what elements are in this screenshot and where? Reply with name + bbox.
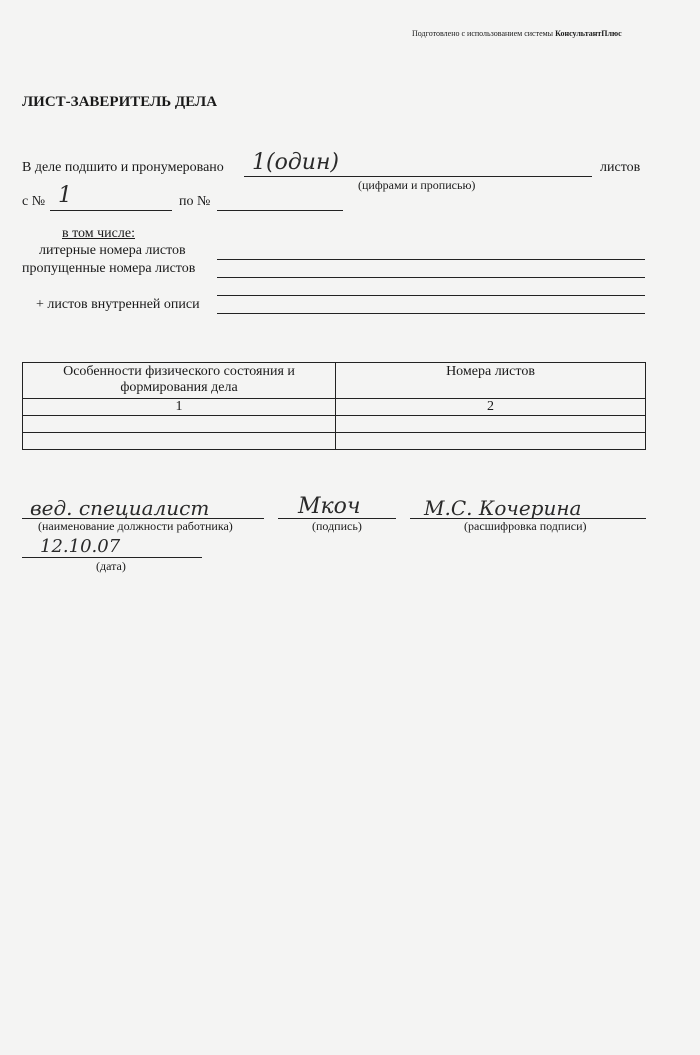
table-numbering-cell: 2	[336, 399, 646, 416]
sheets-hint: (цифрами и прописью)	[358, 178, 476, 192]
table-cell	[23, 416, 336, 433]
name-label: (расшифровка подписи)	[464, 519, 587, 533]
missing-numbers-line	[217, 277, 645, 278]
missing-numbers-label: пропущенные номера листов	[22, 261, 196, 276]
table-numbering-cell: 1	[23, 399, 336, 416]
date-line	[22, 557, 202, 558]
header-note-brand: КонсультантПлюс	[555, 29, 622, 38]
sheets-suffix: листов	[600, 160, 641, 175]
date-label: (дата)	[96, 559, 126, 573]
date-handwritten: 12.10.07	[40, 536, 121, 557]
header-note	[412, 29, 622, 38]
sheets-count-handwritten: 1(один)	[252, 150, 340, 175]
table-numbering-row	[23, 399, 646, 416]
table-header-condition: Особенности физического состояния и формирования дела	[23, 363, 336, 399]
inner-inventory-line	[217, 313, 645, 314]
position-handwritten: вед. специалист	[30, 496, 210, 520]
sheets-label: В деле подшито и пронумеровано	[22, 160, 224, 175]
condition-table	[22, 362, 646, 450]
page-title: ЛИСТ-ЗАВЕРИТЕЛЬ ДЕЛА	[22, 94, 218, 110]
range-from-label: с №	[22, 194, 46, 209]
signature-handwritten: Мкоч	[298, 494, 361, 519]
letter-numbers-line	[217, 259, 645, 260]
range-to-line	[217, 210, 343, 211]
range-to-label: по №	[179, 194, 211, 209]
missing-numbers-line-2	[217, 295, 645, 296]
signature-label: (подпись)	[312, 519, 362, 533]
range-from-line	[50, 210, 172, 211]
table-cell	[336, 416, 646, 433]
table-row	[23, 416, 646, 433]
sheets-count-line	[244, 176, 592, 177]
table-cell	[336, 433, 646, 450]
range-from-value: 1	[58, 183, 72, 208]
name-handwritten: М.С. Кочерина	[424, 496, 582, 520]
table-header-sheet-numbers: Номера листов	[336, 363, 646, 399]
table-row	[23, 433, 646, 450]
position-label: (наименование должности работника)	[38, 519, 233, 533]
including-label: в том числе:	[62, 226, 135, 241]
inner-inventory-label: + листов внутренней описи	[36, 297, 200, 312]
table-cell	[23, 433, 336, 450]
header-note-prefix: Подготовлено с использованием системы	[412, 29, 556, 38]
letter-numbers-label: литерные номера листов	[39, 243, 186, 258]
table-header-row	[23, 363, 646, 399]
